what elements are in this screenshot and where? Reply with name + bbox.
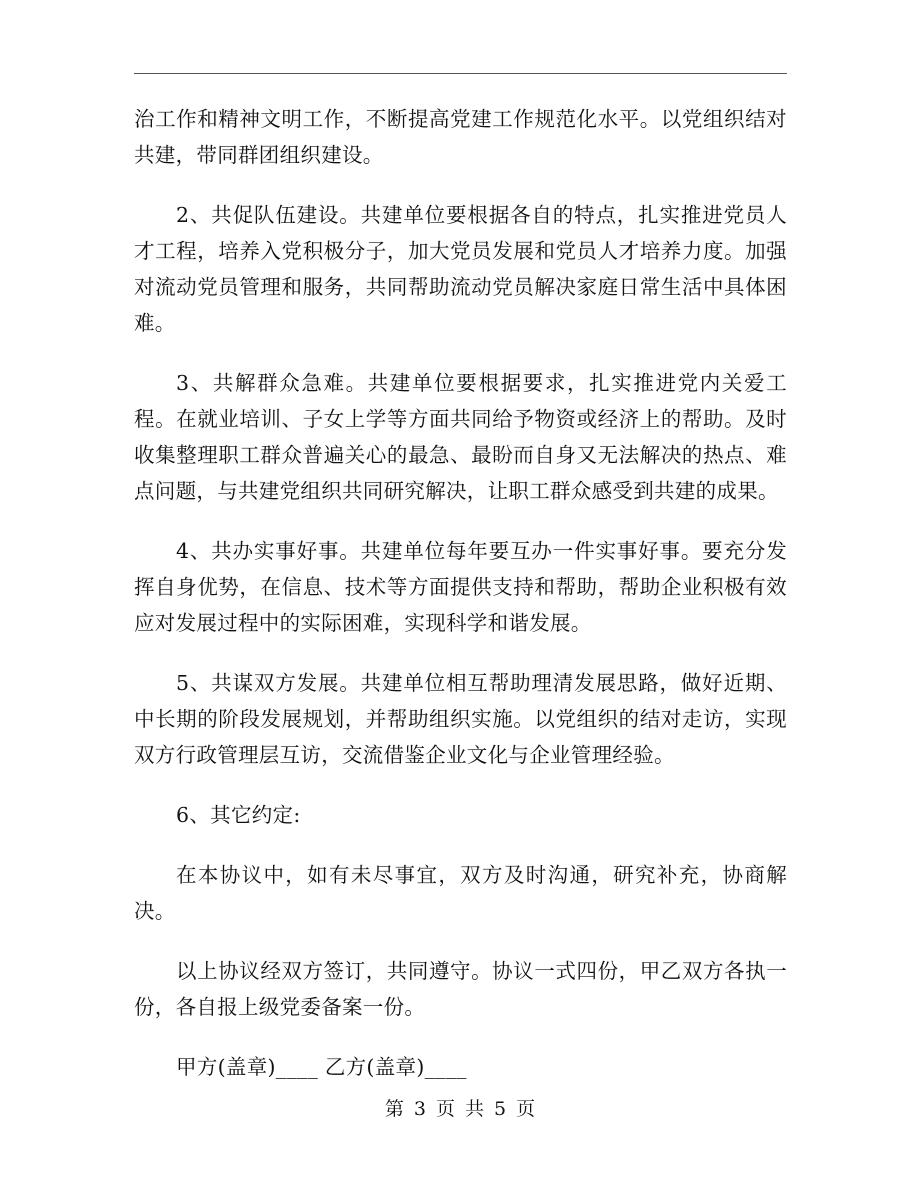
document-body: [134, 101, 787, 1085]
paragraph-item-2: 2、共促队伍建设。共建单位要根据各自的特点，扎实推进党员人才工程，培养入党积极分子，加大党员发展和党员人才培养力度。加强对流动党员管理和服务，共同帮助流动党员解决家庭日常生活中具体困难。: [134, 203, 787, 335]
paragraph-item-3: 3、共解群众急难。共建单位要根据要求，扎实推进党内关爱工程。在就业培训、子女上学等方面共同给予物资或经济上的帮助。及时收集整理职工群众普遍关心的最急、最盼而自身又无法解决的热点、难点问题，与共建党组织共同研究解决，让职工群众感受到共建的成果。: [134, 371, 787, 503]
header-rule: [134, 73, 787, 74]
paragraph-supplement: 在本协议中，如有未尽事宜，双方及时沟通，研究补充，协商解决。: [134, 863, 787, 923]
paragraph-item-4: 4、共办实事好事。共建单位每年要互办一件实事好事。要充分发挥自身优势，在信息、技术等方面提供支持和帮助，帮助企业积极有效应对发展过程中的实际困难，实现科学和谐发展。: [134, 539, 787, 635]
paragraph-item-5: 5、共谋双方发展。共建单位相互帮助理清发展思路，做好近期、中长期的阶段发展规划，并帮助组织实施。以党组织的结对走访，实现双方行政管理层互访，交流借鉴企业文化与企业管理经验。: [134, 671, 787, 767]
page-number: 第 3 页 共 5 页: [384, 1098, 536, 1120]
paragraph-item-6: 6、其它约定:: [176, 803, 301, 827]
paragraph-continuation: 治工作和精神文明工作，不断提高党建工作规范化水平。以党组织结对共建，带同群团组织建设。: [134, 107, 787, 167]
signature-line: 甲方(盖章)____ 乙方(盖章)____: [176, 1055, 467, 1079]
paragraph-signing: 以上协议经双方签订，共同遵守。协议一式四份，甲乙双方各执一份，各自报上级党委备案一份。: [134, 959, 787, 1019]
